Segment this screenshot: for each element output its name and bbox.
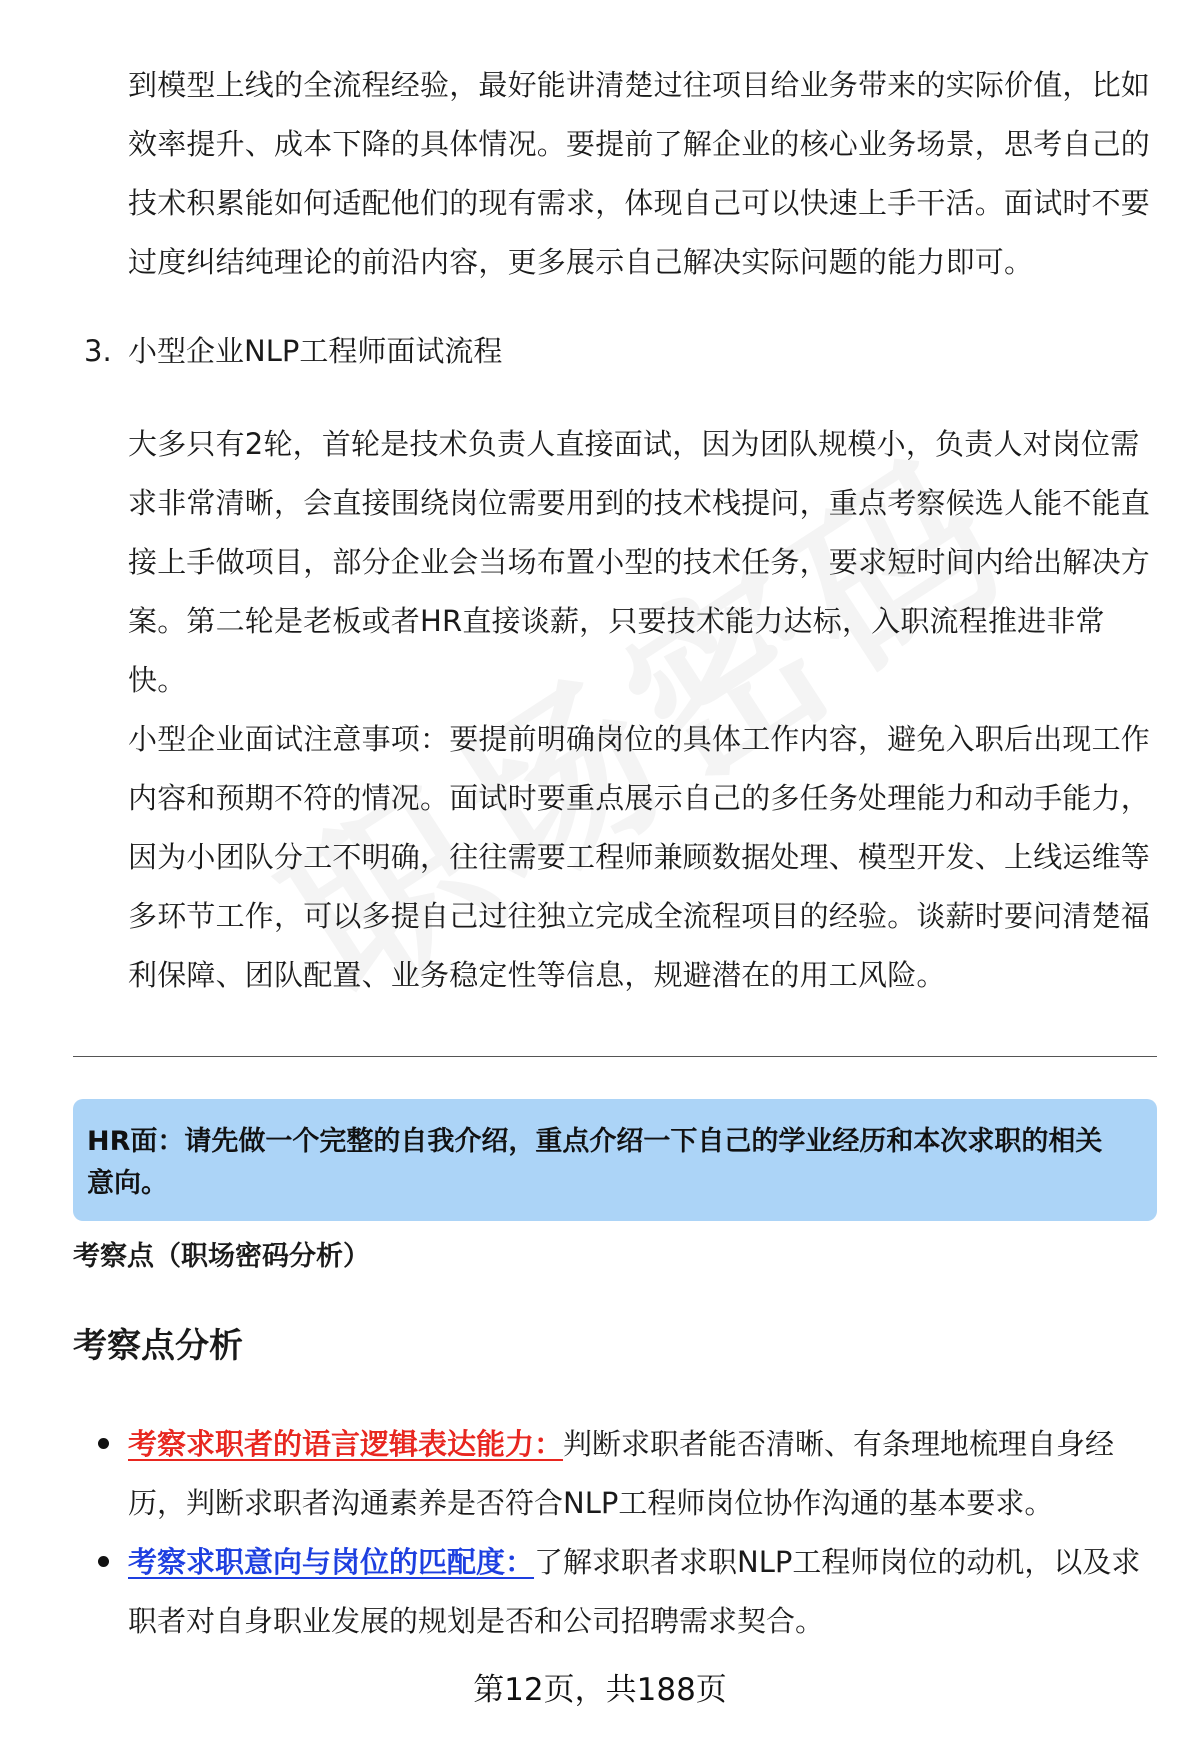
bullet-highlight: 考察求职者的语言逻辑表达能力： xyxy=(128,1427,564,1461)
list-item-title-text: 小型企业NLP工程师面试流程 xyxy=(128,334,503,368)
question-callout xyxy=(73,1099,1157,1221)
question-text: HR面：请先做一个完整的自我介绍，重点介绍一下自己的学业经历和本次求职的相关意向。 xyxy=(87,1126,1103,1199)
bullet-dot-icon xyxy=(98,1556,109,1567)
paragraph-interview-notes: 小型企业面试注意事项：要提前明确岗位的具体工作内容，避免入职后出现工作内容和预期不符的情况。面试时要重点展示自己的多任务处理能力和动手能力，因为小团队分工不明确，往往需要工程师兼顾数据处理、模型开发、上线运维等多环节工作，可以多提自己过往独立完成全流程项目的经验。谈薪时要问清楚福利保障、团队配置、业务稳定性等信息，规避潜在的用工风险。 xyxy=(128,722,1151,992)
list-item-number: 3. xyxy=(84,334,112,368)
page-number-footer: 第12页，共188页 xyxy=(473,1672,727,1708)
bullet-text: 判断求职者能否清晰、有条理地梳理自身经历，判断求职者沟通素养是否符合NLP工程师岗位协作沟通的基本要求。 xyxy=(128,1427,1115,1520)
section-divider xyxy=(73,1056,1157,1057)
analysis-bullet-list xyxy=(0,1415,1200,1651)
paragraph-prev-section: 到模型上线的全流程经验，最好能讲清楚过往项目给业务带来的实际价值，比如效率提升、成本下降的具体情况。要提前了解企业的核心业务场景，思考自己的技术积累能如何适配他们的现有需求，体现自己可以快速上手干活。面试时不要过度纠结纯理论的前沿内容，更多展示自己解决实际问题的能力即可。 xyxy=(128,68,1151,279)
subheading-analysis-source: 考察点（职场密码分析） xyxy=(73,1241,370,1272)
bullet-highlight: 考察求职意向与岗位的匹配度： xyxy=(128,1545,535,1579)
subheading-analysis: 考察点分析 xyxy=(73,1326,243,1366)
paragraph-interview-process: 大多只有2轮，首轮是技术负责人直接面试，因为团队规模小，负责人对岗位需求非常清晰，会直接围绕岗位需要用到的技术栈提问，重点考察候选人能不能直接上手做项目，部分企业会当场布置小型的技术任务，要求短时间内给出解决方案。第二轮是老板或者HR直接谈薪，只要技术能力达标，入职流程推进非常快。 xyxy=(128,427,1151,697)
bullet-item xyxy=(128,1533,1148,1651)
bullet-dot-icon xyxy=(98,1438,109,1449)
list-item-title xyxy=(84,322,502,381)
bullet-item xyxy=(128,1415,1148,1533)
bullet-text: 了解求职者求职NLP工程师岗位的动机，以及求职者对自身职业发展的规划是否和公司招聘需求契合。 xyxy=(128,1545,1141,1638)
